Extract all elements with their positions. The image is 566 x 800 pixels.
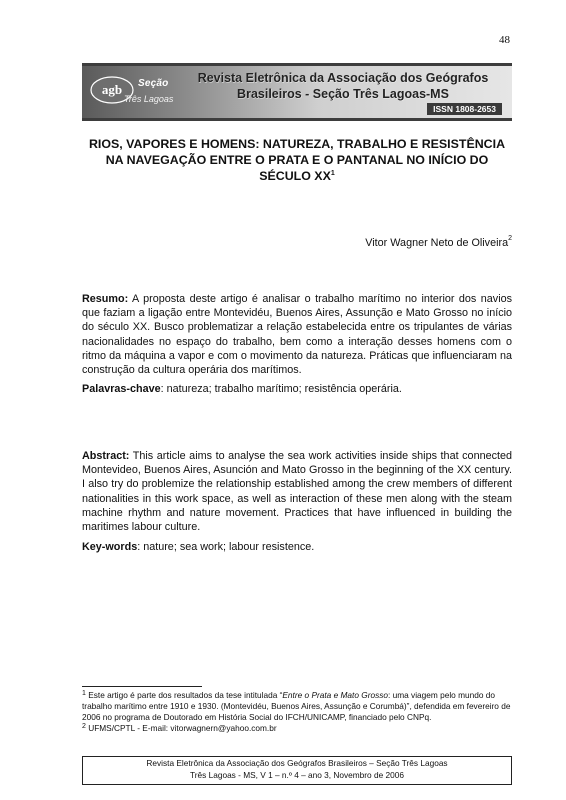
journal-title: [178, 70, 508, 102]
footnote-1-after: : uma viagem pelo mundo do trabalho marítimo entre 1910 e 1930. (Montevidéu, Buenos Aires, Assunção e Corumbá)”, defendida em fevereiro de 2006 no programa de Doutorado em História Social do IFCH/UNICAMP, financiado pelo CNPq.: [82, 690, 511, 722]
journal-footer: [82, 756, 512, 785]
footnote-1-before: Este artigo é parte dos resultados da tese intitulada “: [85, 690, 283, 700]
journal-title-line-2: Brasileiros - Seção Três Lagoas-MS: [237, 87, 449, 101]
keywords-label: Key-words: [82, 541, 138, 553]
footnote-1-title: Entre o Prata e Mato Grosso: [282, 690, 388, 700]
resumo-paragraph: [82, 292, 512, 377]
abstract-label: Abstract:: [82, 450, 130, 462]
resumo-text: A proposta deste artigo é analisar o trabalho marítimo no interior dos navios que faziam a ligação entre Montevidéu, Buenos Aires, Assunção e Mato Grosso no início do século XX. Busco problematizar a relação estabelecida entre os tripulantes de várias nacionalidades no espaço do trabalho, bem como a interação desses homens com o ritmo da máquina a vapor e com o movimento da natureza. Práticas que influenciaram na construção da cultura operária dos marítimos.: [82, 293, 512, 377]
author-name: [270, 237, 512, 249]
logo-section-label: Seção: [138, 78, 169, 89]
abstract-paragraph: [82, 449, 512, 534]
title-footnote-ref: 1: [330, 170, 335, 177]
footnote-2: [82, 723, 512, 734]
footnote-1: [82, 690, 512, 723]
article-title: [82, 136, 512, 184]
footnote-2-mark: 2: [82, 723, 86, 730]
article-title-text: RIOS, VAPORES E HOMENS: NATUREZA, TRABALHO E RESISTÊNCIA NA NAVEGAÇÃO ENTRE O PRATA E O PANTANAL NO INÍCIO DO SÉCULO XX: [88, 137, 506, 183]
abstract-text: This article aims to analyse the sea work activities inside ships that connected Montevideo, Buenos Aires, Asunción and Mato Grosso in the beginning of the XX century. I also try do problemize the relationship established among the crew members of different nationalities in this work space, as well as interaction of these men along with the steam machine rhythm and nature movement. Practices that have influenced in building the maritimes labour culture.: [82, 450, 512, 534]
palavras-chave-paragraph: [82, 382, 512, 396]
banner-top-stripe: [82, 63, 512, 66]
palavras-chave-label: Palavras-chave: [82, 383, 161, 395]
issn-badge: ISSN 1808-2653: [427, 103, 502, 115]
keywords-text: : nature; sea work; labour resistence.: [137, 541, 315, 553]
page-number: 48: [499, 34, 510, 46]
footnote-2-text: UFMS/CPTL - E-mail: vitorwagnern@yahoo.com.br: [85, 723, 277, 733]
footer-line-2: Três Lagoas - MS, V 1 – n.º 4 – ano 3, Novembro de 2006: [190, 769, 404, 780]
footer-line-1: Revista Eletrônica da Associação dos Geógrafos Brasileiros – Seção Três Lagoas: [146, 758, 448, 768]
banner-bottom-stripe: [82, 118, 512, 121]
resumo-label: Resumo:: [82, 293, 129, 305]
logo-letters: agb: [101, 82, 123, 97]
logo-city-label: Três Lagoas: [124, 94, 174, 104]
footnote-divider: [82, 686, 202, 687]
journal-banner: [82, 63, 512, 121]
footnotes: [82, 690, 512, 734]
author-text: Vitor Wagner Neto de Oliveira: [365, 237, 509, 249]
agb-logo: [88, 72, 192, 114]
footnote-1-mark: 1: [82, 690, 86, 697]
author-footnote-ref: 2: [508, 235, 512, 242]
palavras-chave-text: : natureza; trabalho marítimo; resistência operária.: [160, 383, 402, 395]
keywords-paragraph: [82, 540, 512, 554]
journal-title-line-1: Revista Eletrônica da Associação dos Geógrafos: [197, 71, 489, 85]
